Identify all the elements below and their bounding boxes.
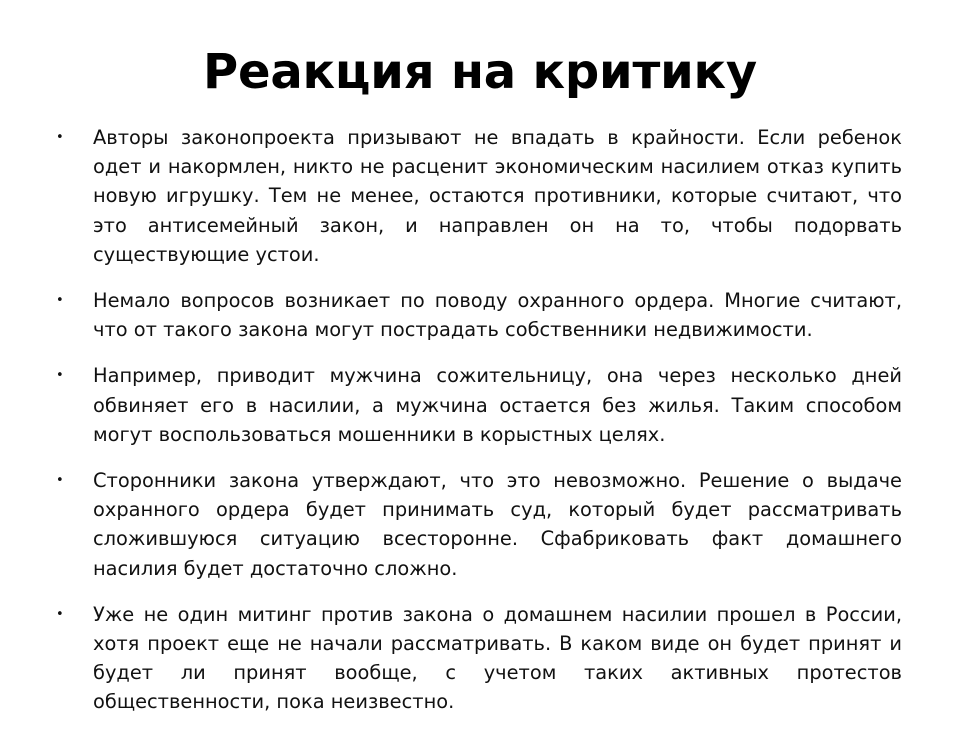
bullet-text: Немало вопросов возникает по поводу охранного ордера. Многие считают, что от такого закона могут пострадать собственники недвижимости. [93, 289, 902, 342]
bullet-dot-icon: • [56, 368, 64, 384]
bullet-item [56, 466, 902, 583]
slide-title: Реакция на критику [202, 44, 757, 100]
bullet-dot-icon: • [56, 473, 64, 489]
bullet-text: Сторонники закона утверждают, что это невозможно. Решение о выдаче охранного ордера будет принимать суд, который будет рассматривать сложившуюся ситуацию всесторонне. Сфабриковать факт домашнего насилия будет достаточно сложно. [93, 469, 902, 580]
bullet-text: Например, приводит мужчина сожительницу, она через несколько дней обвиняет его в насилии, а мужчина остается без жилья. Таким способом могут воспользоваться мошенники в корыстных целях. [93, 364, 902, 446]
bullet-item [56, 123, 902, 269]
bullet-text: Авторы законопроекта призывают не впадать в крайности. Если ребенок одет и накормлен, никто не расценит экономическим насилием отказ купить новую игрушку. Тем не менее, остаются противники, которые считают, что это антисемейный закон, и направлен он на то, чтобы подорвать существующие устои. [93, 126, 902, 266]
bullet-list [56, 123, 902, 734]
bullet-text: Уже не один митинг против закона о домашнем насилии прошел в России, хотя проект еще не начали рассматривать. В каком виде он будет принят и будет ли принят вообще, с учетом таких активных протестов общественности, пока неизвестно. [93, 602, 902, 714]
bullet-item [56, 600, 902, 717]
bullet-dot-icon: • [56, 606, 64, 622]
bullet-item [56, 361, 902, 449]
bullet-dot-icon: • [56, 130, 64, 145]
bullet-dot-icon: • [56, 293, 64, 309]
bullet-item [56, 286, 902, 344]
